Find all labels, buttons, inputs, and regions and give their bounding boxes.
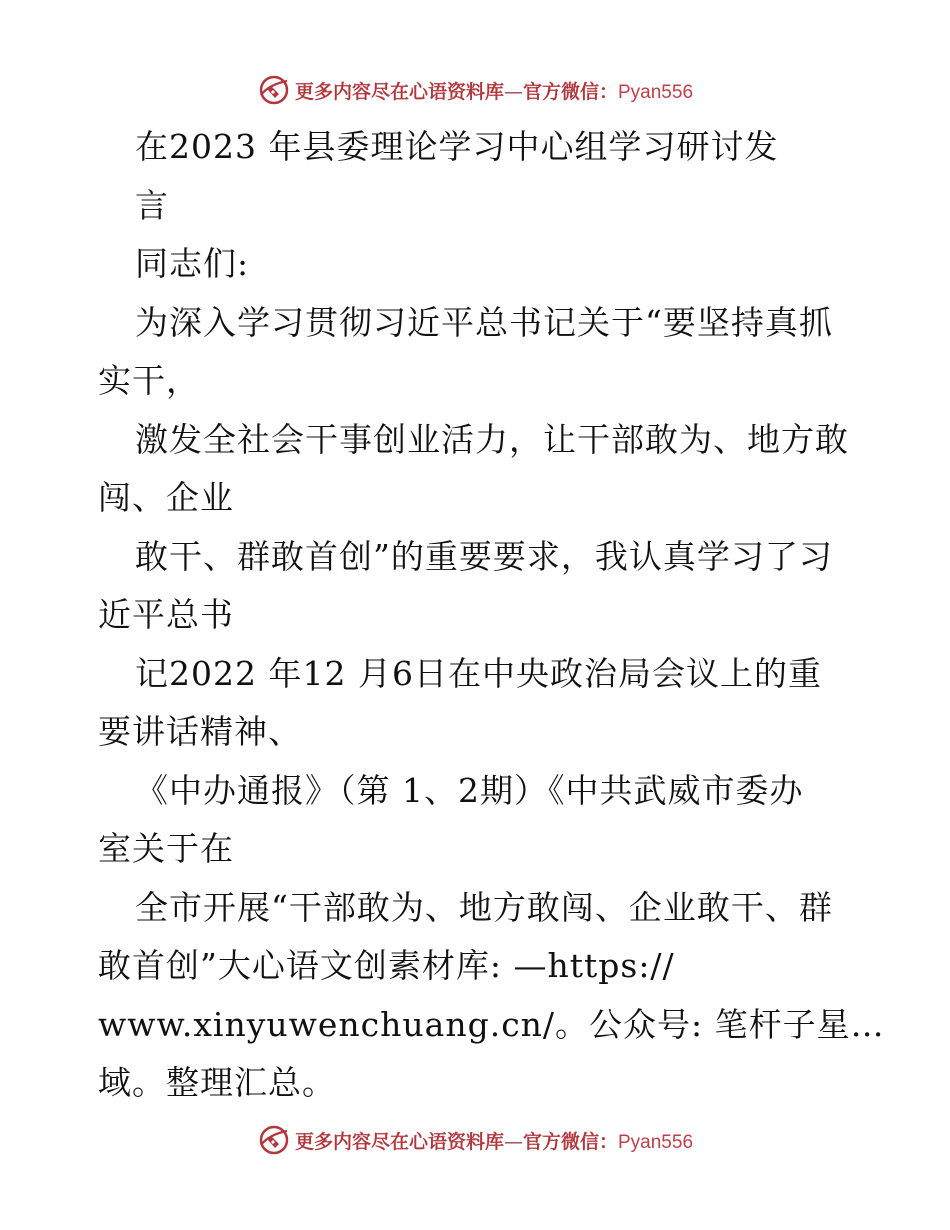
paragraph-line: 全市开展“干部敢为、地方敢闯、企业敢干、群 xyxy=(135,887,833,927)
watermark-separator: — xyxy=(503,80,523,103)
watermark-separator: — xyxy=(503,1130,523,1153)
watermark-wechat-label: 官方微信： xyxy=(522,80,618,103)
paragraph-line: 近平总书 xyxy=(98,595,234,634)
paragraph-line: 室关于在 xyxy=(98,829,234,868)
paragraph-line: 闯、企业 xyxy=(98,478,234,517)
document-body xyxy=(98,118,885,1113)
paragraph-line: 要讲话精神、 xyxy=(98,712,302,751)
paragraph-line: 《中办通报》（第 1、2期）《中共武威市委办 xyxy=(135,770,804,810)
title-line-2: 言 xyxy=(135,185,169,225)
watermark-wechat-label: 官方微信： xyxy=(522,1130,618,1153)
footer-watermark xyxy=(0,1120,950,1160)
watermark-text xyxy=(295,77,693,104)
header-watermark xyxy=(0,70,950,110)
watermark-wechat-id: Pyan556 xyxy=(618,81,694,103)
pen-nib-circle-icon xyxy=(257,1123,291,1157)
paragraph-line: 激发全社会干事创业活力，让干部敢为、地方敢 xyxy=(135,419,849,459)
pen-nib-circle-icon xyxy=(257,73,291,107)
watermark-main: 更多内容尽在心语资料库 xyxy=(294,1130,504,1153)
paragraph-line: 实干， xyxy=(98,361,200,400)
paragraph-line: 域。整理汇总。 xyxy=(98,1063,336,1102)
watermark-text xyxy=(295,1127,693,1154)
paragraph-line: 敢首创”大心语文创素材库: —https:// xyxy=(98,946,675,985)
paragraph-line: 为深入学习贯彻习近平总书记关于“要坚持真抓 xyxy=(135,302,833,342)
paragraph-line: www.xinyuwenchuang.cn/。公众号: 笔杆子星… xyxy=(98,1004,885,1044)
paragraph-line: 记2022 年12 月6日在中央政治局会议上的重 xyxy=(135,653,822,693)
title-line-1: 在2023 年县委理论学习中心组学习研讨发 xyxy=(135,127,779,166)
watermark-wechat-id: Pyan556 xyxy=(618,1131,694,1153)
watermark-main: 更多内容尽在心语资料库 xyxy=(294,80,504,103)
salutation: 同志们: xyxy=(135,244,250,283)
paragraph-line: 敢干、群敢首创”的重要要求，我认真学习了习 xyxy=(135,536,833,576)
